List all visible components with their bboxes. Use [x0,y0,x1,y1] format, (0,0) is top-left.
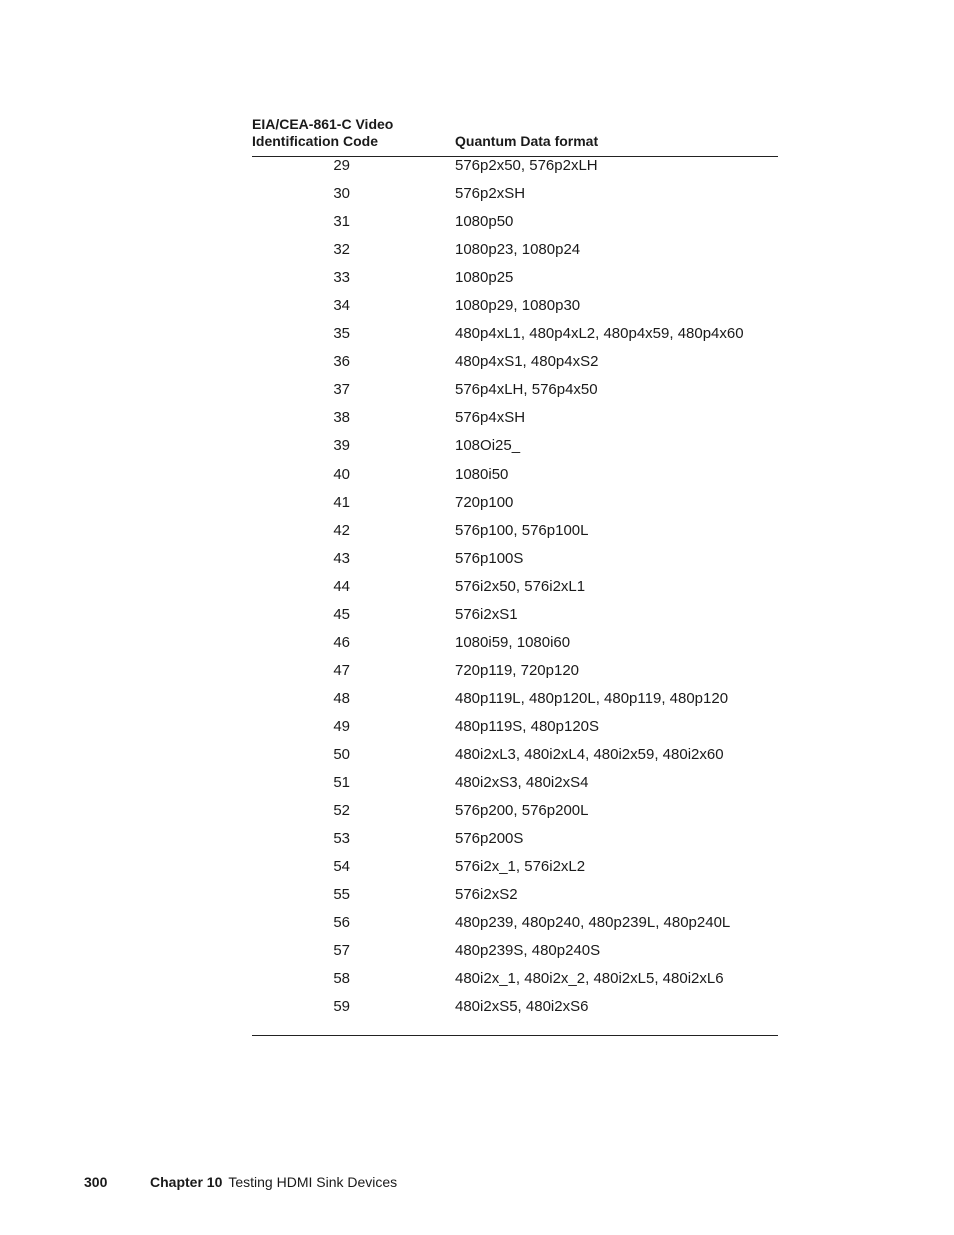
row-code: 52 [333,802,350,820]
row-code: 39 [333,437,350,455]
row-format: 576p4xSH [455,409,526,427]
row-format: 480p239S, 480p240S [455,942,601,960]
row-code: 56 [333,914,350,932]
row-format: 1080i59, 1080i60 [455,633,571,651]
table-row [252,409,778,437]
row-code: 30 [333,185,350,203]
row-code: 43 [333,549,350,567]
row-code: 34 [333,297,350,315]
table-row [252,269,778,297]
table-row [252,550,778,578]
row-code: 48 [333,689,350,707]
row-code: 40 [333,465,350,483]
row-code: 29 [333,157,350,174]
table-row [252,381,778,409]
row-code: 53 [333,830,350,848]
table-row [252,466,778,494]
row-format: 576p100, 576p100L [455,521,589,539]
table-row [252,325,778,353]
row-format: 480i2xS5, 480i2xS6 [455,998,589,1016]
row-code: 49 [333,717,350,735]
row-code: 57 [333,942,350,960]
header-code-line1: EIA/CEA-861-C Video [252,116,394,132]
row-format: 480p119S, 480p120S [455,717,600,735]
row-format: 576p200S [455,830,524,848]
row-format: 480p119L, 480p120L, 480p119, 480p120 [455,689,729,707]
row-code: 35 [333,325,350,343]
table-row [252,886,778,914]
row-format: 576p4xLH, 576p4x50 [455,381,598,399]
page-footer [84,1174,397,1191]
row-code: 38 [333,409,350,427]
row-format: 480i2xL3, 480i2xL4, 480i2x59, 480i2x60 [455,745,724,763]
table-row [252,213,778,241]
header-format: Quantum Data format [455,133,599,149]
table-row [252,634,778,662]
table-row [252,297,778,325]
table-row [252,802,778,830]
table-row [252,942,778,970]
table-row [252,830,778,858]
table-row [252,662,778,690]
row-format: 1080p50 [455,213,514,231]
table-body [252,157,778,1036]
row-code: 50 [333,745,350,763]
chapter-title: Testing HDMI Sink Devices [228,1174,398,1190]
row-code: 47 [333,661,350,679]
row-format: 576i2x50, 576i2xL1 [455,577,586,595]
row-format: 480p4xS1, 480p4xS2 [455,353,599,371]
table-row [252,353,778,381]
row-format: 576i2xS2 [455,886,518,904]
table-row [252,690,778,718]
table-header [252,115,778,157]
row-format: 576i2xS1 [455,605,518,623]
table-row [252,858,778,886]
table-row [252,746,778,774]
row-format: 1080p23, 1080p24 [455,241,581,259]
header-code-line2: Identification Code [252,133,378,149]
row-code: 36 [333,353,350,371]
table-row [252,578,778,606]
table-row [252,914,778,942]
row-format: 720p100 [455,493,514,511]
table-row [252,437,778,465]
row-format: 480p239, 480p240, 480p239L, 480p240L [455,914,731,932]
row-code: 51 [333,774,350,792]
table-row [252,522,778,550]
row-format: 1080p25 [455,269,514,287]
header-code [252,116,442,150]
table-row [252,998,778,1026]
row-code: 42 [333,521,350,539]
row-format: 576p2x50, 576p2xLH [455,157,598,174]
row-code: 46 [333,633,350,651]
row-format: 576p100S [455,549,524,567]
row-code: 45 [333,605,350,623]
row-code: 44 [333,577,350,595]
row-code: 58 [333,970,350,988]
table-row [252,494,778,522]
row-code: 41 [333,493,350,511]
table-row [252,970,778,998]
row-code: 32 [333,241,350,259]
row-format: 576p200, 576p200L [455,802,589,820]
row-code: 55 [333,886,350,904]
row-format: 108Oi25_ [455,437,521,455]
row-format: 480i2x_1, 480i2x_2, 480i2xL5, 480i2xL6 [455,970,724,988]
row-code: 54 [333,858,350,876]
row-code: 33 [333,269,350,287]
row-format: 720p119, 720p120 [455,661,580,679]
row-format: 576i2x_1, 576i2xL2 [455,858,586,876]
row-format: 1080p29, 1080p30 [455,297,581,315]
row-format: 1080i50 [455,465,509,483]
chapter-label: Chapter 10 [150,1174,223,1190]
row-code: 59 [333,998,350,1016]
table-row [252,718,778,746]
table-row [252,774,778,802]
table-row [252,185,778,213]
table-row [252,241,778,269]
table-row [252,157,778,185]
page-number: 300 [84,1174,108,1190]
table-row [252,606,778,634]
row-code: 37 [333,381,350,399]
row-format: 576p2xSH [455,185,526,203]
format-table [252,115,778,1036]
row-code: 31 [333,213,350,231]
row-format: 480i2xS3, 480i2xS4 [455,774,589,792]
row-format: 480p4xL1, 480p4xL2, 480p4x59, 480p4x60 [455,325,744,343]
